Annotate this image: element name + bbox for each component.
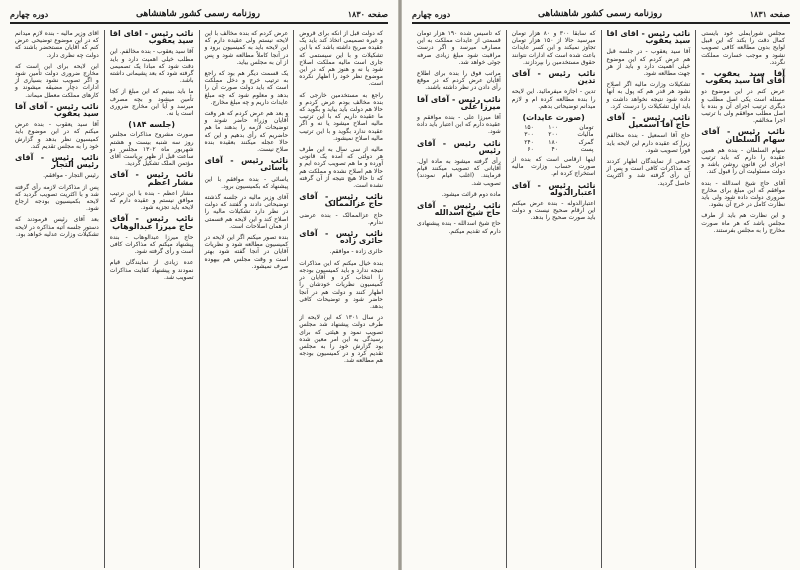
table-cell: ۱۸۰	[548, 138, 558, 146]
paragraph: بنده تصور میکنم اگر این لایحه در کمیسیون مطالعه شود و نظریات آقایان در آنجا گفته شود بهتر است و وقت مجلس هم بیهوده صرف نمیشود.	[204, 234, 289, 270]
paragraph: حائری زاده - موافقم.	[329, 248, 383, 256]
paragraph: یک قسمت دیگر هم بود که راجع به ترتیب خرج و دخل مملکت است که باید دولت صورت آن را بدهد و معلوم شود که چه مبلغ عایدات داریم و چه مبلغ مخارج.	[204, 70, 289, 106]
paragraph: یاسائی - بنده موافقم با این پیشنهاد که بکمیسیون برود.	[204, 175, 289, 190]
left-page	[0, 0, 398, 570]
speaker-line: نائب رئیس - آقای حاج شیخ اسدالله	[417, 201, 501, 218]
speaker-line: نائب رئیس - آقای حاج میرزا عبدالوهاب	[109, 214, 194, 231]
paragraph: که تأسیس شده ۱۹۰ هزار تومان قسمتی از عایدات مملکت به این مصارف میرسد و اگر درست مراقبت شود مبلغ زیادی صرفه جوئی خواهد شد.	[417, 30, 501, 66]
right-column-4	[412, 30, 506, 568]
right-column-1	[695, 30, 790, 568]
paragraph: اعتبارالدوله - بنده عرض میکنم این ارقام صحیح نیست و دولت باید صورت صحیح را بدهد.	[511, 200, 596, 222]
paragraph: حاج آقا اسمعیل - بنده مخالفم زیرا که عقیده دارم این لایحه باید فوراً تصویب شود.	[606, 132, 691, 154]
paragraph: عرض کردم که بنده مخالف با این لایحه نیستم ولی عقیده دارم که این لایحه باید به کمیسیون برود و در آنجا کاملاً مطالعه شود و پس از آن به مجلس بیاید.	[204, 30, 289, 66]
speaker-line: نائب رئیس - آقای آقا سید یعقوب	[109, 30, 194, 46]
left-issue-label: دوره چهارم	[10, 9, 49, 19]
left-column-2	[199, 30, 294, 568]
paragraph: بنده خیال میکنم که این مذاکرات نتیجه ندارد و باید کمیسیون بودجه را انتخاب کرد و آقایان در کمیسیون نظریات خودشان را اظهار کنند و دولت هم در آنجا حاضر شود و توضیحات کافی بدهد.	[299, 259, 383, 310]
paragraph: تشکیلات وزارت مالیه اگر اصلاح نشود هر قدر هم که پول به آنها داده شود نتیجه نخواهد داشت و باید اول تشکیلات را درست کرد.	[606, 81, 691, 110]
paragraph: مالیه از سی سال به این طرف هر دولتی که آمده یک قانونی آورده و ما هم تصویب کرده ایم و حالا هم اصلاح نشده و مملکت هم که تا حالا هیچ نتیجه از آن گرفته نشده است.	[299, 146, 383, 190]
paragraph: رئیس التجار - موافقم.	[43, 172, 99, 180]
paragraph: صورت مشروح مذاکرات مجلس روز سه شنبه بیست و هشتم شهریور ماه ۱۳۰۲ مجلس دو ساعت قبل از ظهر بریاست آقای مؤتمن الملک تشکیل گردید.	[109, 131, 194, 168]
speaker-line: نائب رئیس - آقای رئیس	[417, 138, 501, 155]
paragraph: مراتب فوق را بنده برای اطلاع آقایان عرض کردم که در موقع رأی دادن در نظر داشته باشند.	[417, 70, 501, 92]
paragraph: عرض کنم در این موضوع دو مسئله است یکی اصل مطلب و دیگری ترتیب اجرای آن و بنده با اصل مطلب موافقم ولی با ترتیب اجرا مخالفم.	[701, 88, 785, 125]
table-cell: ۴۰	[551, 145, 558, 153]
paragraph: اینها ارقامی است که بنده از صورت حساب وزارت مالیه استخراج کرده ام.	[511, 156, 596, 178]
speaker-line: نائب رئیس - آقای رئیس التجار	[15, 153, 99, 170]
table-cell: تومان	[579, 124, 594, 132]
paragraph: آقا سید یعقوب - بنده مخالفم. این مطلب خیلی اهمیت دارد و باید دقت شود که مبادا یک تصمیمی گرفته شود که بعد پشیمانی داشته باشد.	[109, 48, 194, 85]
right-running-head	[412, 8, 790, 24]
left-column-3	[104, 30, 199, 568]
table-row	[512, 146, 596, 153]
speaker-line: آقا سید یعقوب - آقای آقا سید یعقوب	[701, 69, 785, 86]
table-cell: ۲۰۰	[548, 131, 558, 139]
speaker-line: نائب رئیس - آقای آقا سید یعقوب	[15, 101, 99, 119]
paragraph: سهام السلطان - بنده هم همین عقیده را دارم که باید ترتیب اجرای این قانون روشن باشد و دولت مسئولیت آن را قبول کند.	[701, 146, 785, 176]
left-page-number: صفحه ۱۸۳۰	[347, 9, 388, 19]
paragraph: مشار اعظم - بنده با این ترتیب موافق نیستم و عقیده دارم که لایحه باید تجزیه شود.	[109, 189, 194, 212]
paragraph: آقای وزیر مالیه در جلسه گذشته توضیحاتی دادند و گفتند که دولت در نظر دارد تشکیلات مالیه را اصلاح کند و این لایحه هم قسمتی از همان اصلاحات است.	[204, 194, 289, 230]
paragraph: بعد آقای رئیس فرمودند که دستور جلسه آتیه مذاکره در لایحه تشکیلات وزارت عدلیه خواهد بود.	[15, 216, 99, 238]
table-row	[512, 124, 596, 131]
speaker-line: نائب رئیس - آقای آقا میرزا علی	[417, 94, 501, 111]
paragraph: مجلس شورایملی خود بایستی کمال دقت را بکند که این قبیل لوایح بدون مطالعه کافی تصویب نشود و موجب خسارت مملکت نگردد.	[701, 30, 785, 66]
paragraph: عده زیادی از نمایندگان قیام نمودند و پیشنهاد کفایت مذاکرات تصویب شد.	[109, 259, 194, 281]
speaker-line: نائب رئیس - آقای حائری زاده	[299, 229, 383, 246]
speaker-line: نائب رئیس - آقای حاج آقا اسمعیل	[606, 113, 691, 130]
right-column-2	[601, 30, 696, 568]
speaker-line: نائب رئیس - آقای سهام السلطان	[701, 127, 785, 144]
paragraph: راجع به مستخدمین خارجی که بنده مخالف بودم عرض کردم و حالا هم دولت باید بیاید و بگوید که ما عقیده داریم که با این ترتیب مالیه اصلاح میشود یا نه و اگر عقیده ندارد بگوید و با این ترتیب مالیه اصلاح نمیشود.	[299, 91, 383, 142]
section-heading: (صورت عایدات)	[522, 113, 585, 123]
speaker-line: نائب رئیس - آقای آقا سید یعقوب	[606, 30, 691, 46]
right-page	[402, 0, 800, 570]
paragraph: تدین - اجازه میفرمائید. این لایحه را بنده مطالعه کرده ام و لازم میدانم توضیحاتی بدهم.	[511, 88, 596, 110]
speaker-line: نائب رئیس - آقای حاج عزالممالک	[299, 192, 383, 209]
speaker-line: نائب رئیس - آقای اعتبارالدوله	[511, 180, 596, 197]
paragraph: و بعد هم عرض کردم که هر وقت آقایان وزراء حاضر شوند و توضیحات لازمه را بدهند ما هم حاضریم که رأی بدهیم و این که حالا عجله میکنند بعقیده بنده صلاح نیست.	[204, 110, 289, 154]
table-cell: ۶۰	[527, 145, 534, 153]
paragraph: که سابقاً ۳۰۰ و ۸۰ هزار تومان میرسید حالا از ۱۵۰ هزار تومان تجاوز نمیکند و این کسر عایدات باعث شده است که ادارات نتوانند حقوق مستخدمین را بپردازند.	[511, 30, 596, 66]
left-running-head	[10, 8, 388, 24]
right-page-number: صفحه ۱۸۳۱	[749, 9, 790, 19]
paragraph: آقای حاج شیخ اسدالله - بنده موافقم که این مبلغ برای مخارج ضروری دولت داده شود ولی باید نظارت کامل در خرج آن بشود.	[701, 179, 785, 209]
paragraph: آقا میرزا علی - بنده موافقم و عقیده دارم که این اعتبار باید داده شود.	[417, 114, 501, 136]
right-columns	[412, 30, 790, 568]
section-heading: (جلسه ۱۸۴)	[128, 120, 176, 130]
figures-table	[512, 124, 596, 153]
right-issue-label: دوره چهارم	[412, 9, 451, 19]
paragraph: حاج شیخ اسدالله - بنده پیشنهادی دارم که تقدیم میکنم.	[417, 220, 501, 235]
left-newspaper-title: روزنامه رسمی کشور شاهنشاهی	[135, 9, 260, 19]
table-cell: ۲۴۰	[524, 138, 534, 146]
table-cell: مالیات	[577, 131, 594, 139]
paragraph: آقا سید یعقوب - بنده عرض میکنم که در این موضوع باید کمیسیون نظر بدهد و گزارش خود را به مجلس تقدیم کند.	[15, 121, 99, 150]
left-column-4	[10, 30, 104, 568]
table-cell: گمرک	[578, 138, 594, 146]
table-row	[512, 139, 596, 146]
table-cell: ۱۰۰	[548, 124, 558, 132]
table-row	[512, 131, 596, 138]
paragraph: که دولت قبل از آنکه برای قروض و غیره تصمیمی اتخاذ کند باید یک عقیده صریح داشته باشد که با این تشکیلات و با این سیستمی که جاری است مالیه مملکت اصلاح شود یا نه و هنوز هم که در این موضوع نظر خود را اظهار نکرده است.	[299, 30, 383, 88]
speaker-line: نائب رئیس - آقای تدین	[511, 69, 596, 86]
right-newspaper-title: روزنامه رسمی کشور شاهنشاهی	[537, 9, 662, 19]
table-cell: ۳۰۰	[524, 131, 534, 139]
paragraph: آقای وزیر مالیه - بنده لازم میدانم که در این موضوع توضیحی عرض کنم که آقایان مستحضر باشند که دولت چه نظری دارد.	[15, 30, 99, 59]
paragraph: و این نظارت هم باید از طرف مجلس باشد که هر ماه صورت مخارج را به مجلس بفرستند.	[701, 212, 785, 234]
table-cell: پست	[580, 145, 594, 153]
paragraph: جمعی از نمایندگان اظهار کردند که مذاکرات کافی است و پس از آن رأی گرفته شد و اکثریت حاصل گردید.	[606, 158, 691, 187]
paragraph: در سال ۱۳۰۱ که این لایحه از طرف دولت پیشنهاد شد مجلس تصویب نمود و هیئتی که برای رسیدگی به این امر معین شده بود گزارش خود را به مجلس تقدیم کرد و در کمیسیون بودجه هم مطالعه شد.	[299, 314, 383, 365]
paragraph: این لایحه برای این است که مخارج ضروری دولت تأمین شود و اگر تصویب نشود بسیاری از ادارات دچار مضیقه میشوند و کارهای مملکت معطل میماند.	[15, 62, 99, 99]
right-column-3	[506, 30, 601, 568]
paragraph: رأی گرفته میشود به ماده اول. آقایانی که تصویب میکنند قیام فرمایند. (اغلب قیام نمودند) تصویب شد.	[417, 158, 501, 187]
table-cell: ۱۵۰	[524, 124, 534, 132]
paragraph: حاج عزالممالک - بنده عرضی ندارم.	[299, 211, 383, 226]
speaker-line: نائب رئیس - آقای یاسائی	[204, 156, 289, 173]
speaker-line: نائب رئیس - آقای مشار اعظم	[109, 170, 194, 187]
left-columns	[10, 30, 388, 568]
paragraph: ما باید ببینیم که این مبلغ از کجا تأمین میشود و بچه مصرف میرسد و آیا این مخارج ضروری است یا نه.	[109, 88, 194, 118]
paragraph: آقا سید یعقوب - در جلسه قبل هم عرض کردم که این موضوع خیلی اهمیت دارد و باید از هر جهت مطالعه شود.	[606, 48, 691, 78]
paragraph: پس از مذاکرات لازمه رأی گرفته شد و با اکثریت تصویب گردید که لایحه بکمیسیون بودجه ارجاع شود.	[15, 183, 99, 213]
left-column-1	[293, 30, 388, 568]
paragraph: حاج میرزا عبدالوهاب - بنده پیشنهاد میکنم که مذاکرات کافی است و رأی گرفته شود.	[109, 233, 194, 256]
paragraph: ماده دوم قرائت میشود.	[441, 190, 501, 198]
